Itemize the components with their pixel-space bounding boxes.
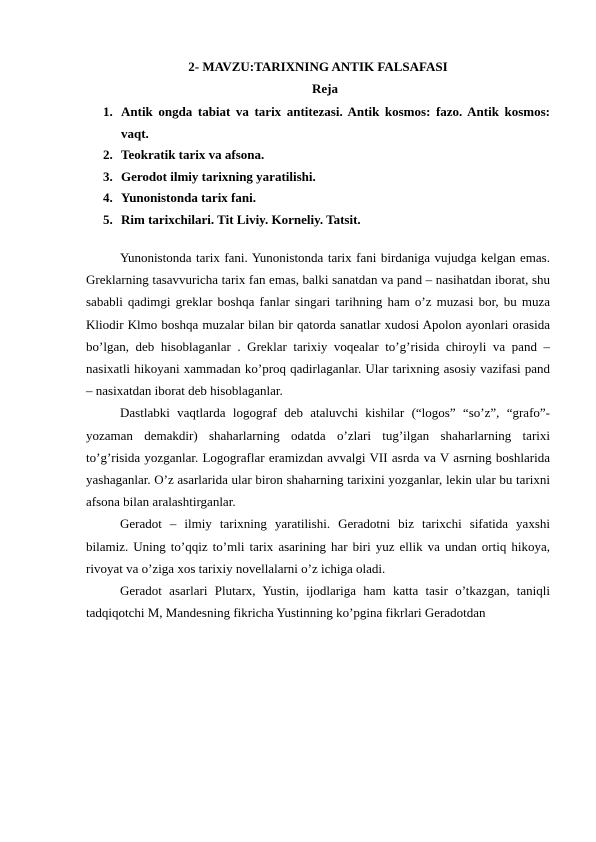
body-paragraph: Geradot asarlari Plutarx, Yustin, ijodlariga ham katta tasir o’tkazgan, taniqli tadqiqotchi M, Mandesning fikricha Yustinning ko’pgina fikrlari Geradotdan: [86, 583, 550, 621]
body-paragraph: Dastlabki vaqtlarda logograf deb ataluvchi kishilar (“logos” “so’z”, “grafo”- yozaman demakdir) shaharlarning odatda o’zlari tug’ilgan shaharlarning tarixi to’g’risida yozganlar. Logograflar eramizdan avvalgi VII asrda va V asrning boshlarida yashaganlar. O’z asarlarida ular biron shaharning tarixini yozganlar, lekin ular bu tarixni afsona bilan aralashtirganlar.: [86, 405, 550, 510]
body-paragraph: Geradot – ilmiy tarixning yaratilishi. Geradotni biz tarixchi sifatida yaxshi bilamiz. Uning to’qqiz to’mli tarix asarining har biri yuz ellik va undan ortiq hikoya, rivoyat va o’ziga xos tarixiy novellalarni o’z ichiga oladi.: [86, 516, 550, 576]
plan-item: [86, 187, 550, 209]
plan-item: [86, 101, 550, 144]
plan-item-number: 2.: [103, 147, 113, 162]
plan-list: [86, 101, 550, 230]
plan-item-number: 4.: [103, 190, 113, 205]
plan-item-text: Yunonistonda tarix fani.: [121, 190, 256, 205]
plan-item-text: Gerodot ilmiy tarixning yaratilishi.: [121, 168, 316, 184]
plan-item-text: Teokratik tarix va afsona.: [121, 147, 265, 162]
plan-heading: Reja: [312, 81, 338, 96]
document-body: [86, 247, 550, 624]
plan-item: [86, 166, 550, 188]
plan-item: [86, 209, 550, 231]
body-paragraph: Yunonistonda tarix fani. Yunonistonda tarix fani birdaniga vujudga kelgan emas. Greklarning tasavvuricha tarix fan emas, balki sanatdan va pand – nasihatdan iborat, shu sababli qadimgi greklar boshqa fanlar singari tarihning ham o’z muzasi bor, bu muza Kliodir Klmo boshqa muzalar bilan bir qatorda sanatlar xudosi Apolon ayonlari orasida bo’lgan, deb hisoblaganlar . Greklar tarixiy voqealar to’g’risida chiroyli va pand – nasixatli hikoyani xammadan ko’proq qadirlaganlar. Ular tarixning asosiy vazifasi pand – nasixatdan iborat deb hisoblaganlar.: [86, 250, 550, 399]
plan-item: [86, 144, 550, 166]
document-title: 2- MAVZU:TARIXNING ANTIK FALSAFASI: [188, 59, 448, 74]
plan-item-number: 1.: [103, 104, 113, 119]
plan-item-number: 3.: [103, 168, 113, 184]
plan-item-text: Antik ongda tabiat va tarix antitezasi. Antik kosmos: fazo. Antik kosmos: vaqt.: [121, 104, 550, 141]
plan-item-number: 5.: [103, 211, 113, 227]
plan-item-text: Rim tarixchilari. Tit Liviy. Korneliy. Tatsit.: [121, 211, 361, 227]
